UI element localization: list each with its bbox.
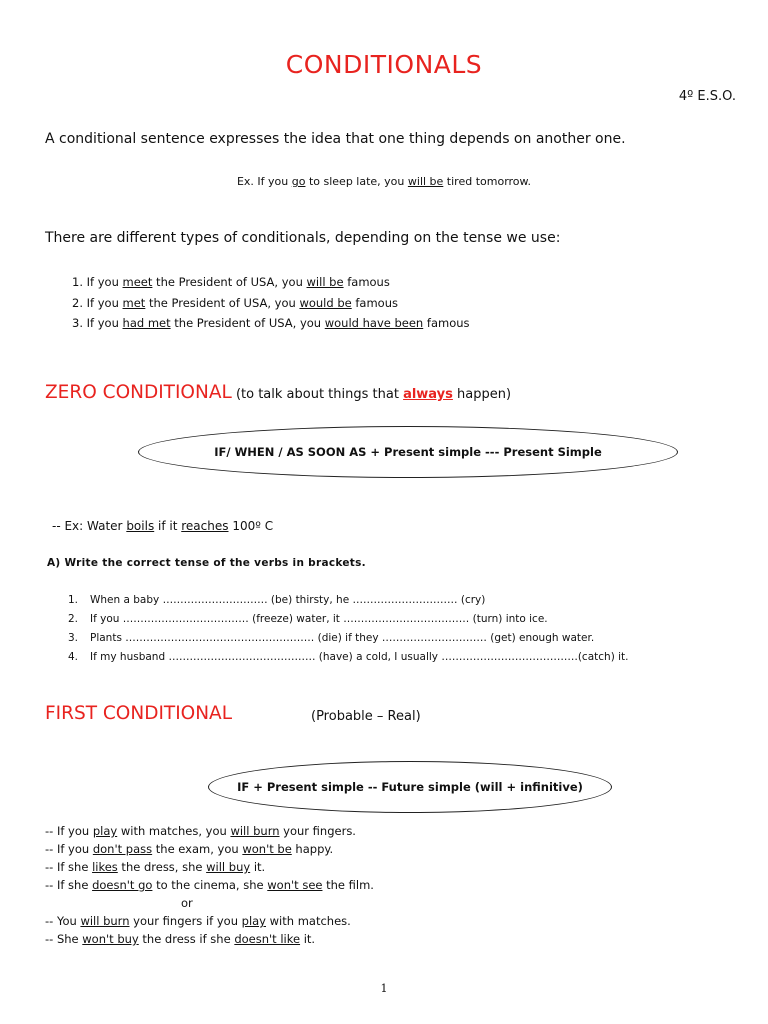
list-item: 3. If you had met the President of USA, you would have been famous: [72, 316, 470, 330]
list-item: -- She won't buy the dress if she doesn't like it.: [45, 932, 316, 946]
list-item: -- If you don't pass the exam, you won't be happy.: [45, 842, 334, 856]
exercise-item: 2. If you ……………………………… (freeze) water, it ……………………………… (turn) into ice.: [68, 613, 548, 625]
list-item: -- You will burn your fingers if you play with matches.: [45, 914, 351, 928]
list-item: 2. If you met the President of USA, you would be famous: [72, 295, 398, 310]
exercise-title: A) Write the correct tense of the verbs in brackets.: [47, 557, 366, 569]
exercise-list: [68, 591, 629, 667]
grade-label: 4º E.S.O.: [678, 89, 736, 104]
zero-formula: IF/ WHEN / AS SOON AS + Present simple --- Present Simple: [214, 445, 602, 459]
first-conditional-note: (Probable – Real): [311, 709, 421, 724]
first-formula: IF + Present simple -- Future simple (will + infinitive): [237, 780, 583, 794]
or-label: or: [181, 896, 193, 910]
list-item: -- If she doesn't go to the cinema, she won't see the film.: [45, 878, 374, 892]
first-conditional-heading: FIRST CONDITIONAL: [45, 703, 233, 724]
list-item: -- If you play with matches, you will burn your fingers.: [45, 824, 356, 838]
first-examples: [45, 822, 374, 948]
page-title: CONDITIONALS: [285, 50, 483, 79]
intro-sentence: A conditional sentence expresses the idea that one thing depends on another one.: [45, 131, 626, 147]
zero-formula-oval: [138, 426, 678, 478]
first-formula-oval: [208, 761, 612, 813]
types-list: [72, 272, 470, 334]
types-intro: There are different types of conditionals, depending on the tense we use:: [45, 230, 561, 246]
list-item: -- If she likes the dress, she will buy it.: [45, 860, 266, 874]
exercise-item: 4. If my husband …………………………………… (have) a cold, I usually …………………………………(catch) it.: [68, 651, 629, 663]
exercise-item: 1. When a baby ………………………… (be) thirsty, he ………………………… (cry): [68, 594, 486, 606]
page-number: 1: [380, 982, 388, 995]
zero-example: -- Ex: Water boils if it reaches 100º C: [52, 519, 274, 533]
exercise-item: 3. Plants ……………………………………………… (die) if they ………………………… (get) enough water.: [68, 632, 595, 644]
list-item: 1. If you meet the President of USA, you will be famous: [72, 275, 390, 289]
zero-conditional-heading: ZERO CONDITIONAL (to talk about things that always happen): [45, 382, 512, 403]
intro-example: Ex. If you go to sleep late, you will be tired tomorrow.: [236, 175, 532, 188]
